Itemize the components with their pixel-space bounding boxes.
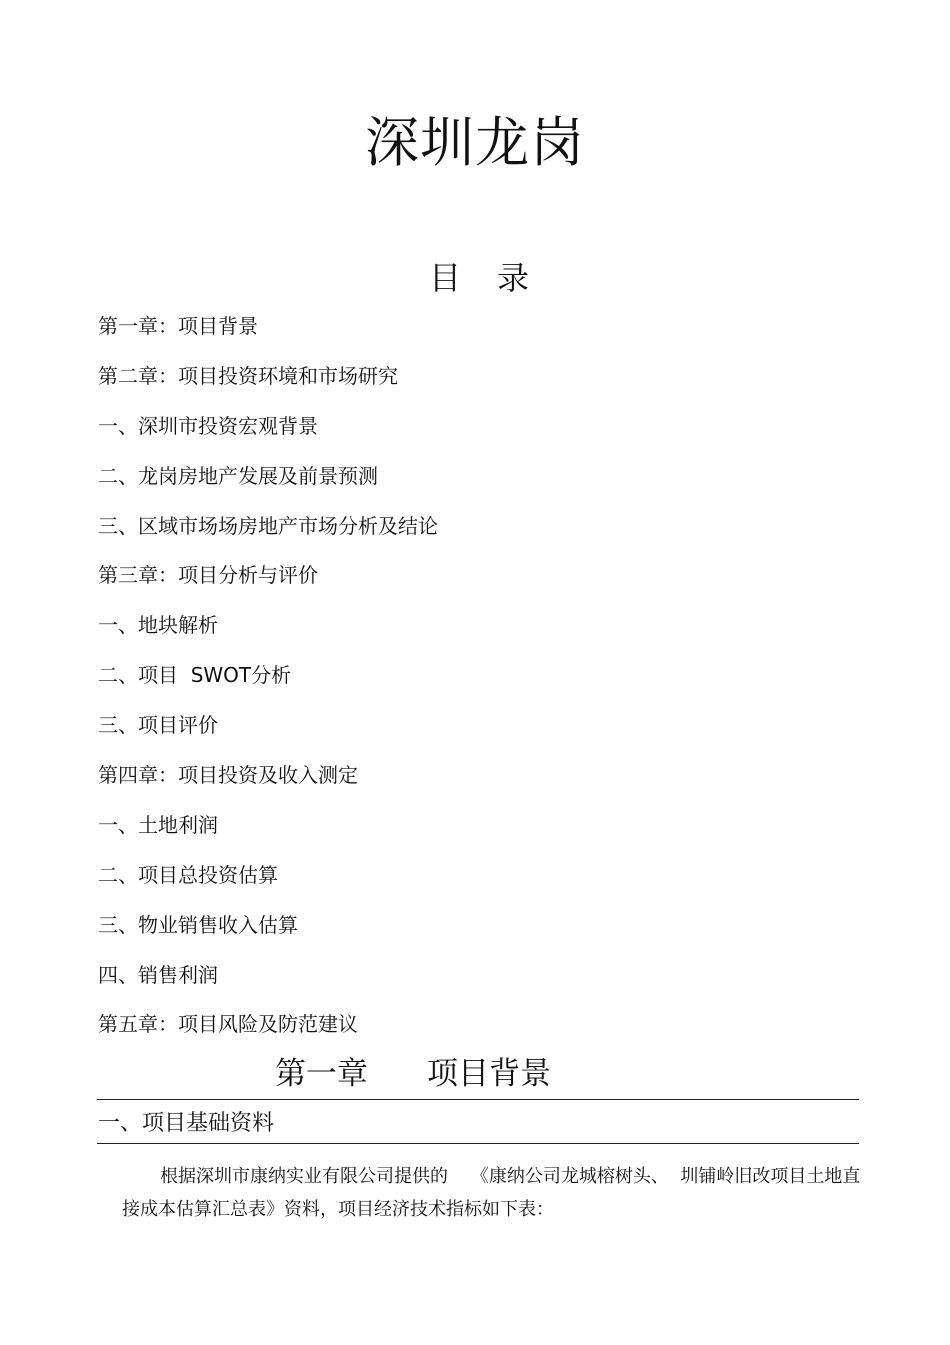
toc-item: 三、物业销售收入估算 (98, 912, 298, 937)
toc-item: 二、龙岗房地产发展及前景预测 (98, 463, 378, 488)
body-paragraph-text: 根据深圳市康纳实业有限公司提供的 《康纳公司龙城榕树头、 圳铺岭旧改项目土地直接成本估算汇总表》资料，项目经济技术指标如下表： (122, 1166, 861, 1220)
toc-item: 第二章：项目投资环境和市场研究 (98, 363, 398, 388)
table-of-contents (98, 310, 438, 1058)
section-divider (97, 1143, 859, 1144)
document-title: 深圳龙岗 (365, 111, 585, 174)
section-heading: 一、项目基础资料 (98, 1111, 275, 1136)
toc-heading-right: 录 (497, 259, 530, 297)
toc-item: 三、区域市场场房地产市场分析及结论 (98, 513, 438, 538)
toc-item: 一、深圳市投资宏观背景 (98, 413, 318, 438)
toc-item: 二、项目总投资估算 (98, 862, 278, 887)
toc-item: 一、地块解析 (98, 613, 218, 638)
chapter-divider (97, 1099, 859, 1100)
toc-item: 第一章：项目背景 (98, 314, 258, 338)
toc-item: 一、土地利润 (98, 812, 218, 837)
toc-item: 第五章：项目风险及防范建议 (98, 1012, 358, 1037)
toc-item: 第四章：项目投资及收入测定 (98, 763, 358, 788)
toc-item: 四、销售利润 (98, 962, 218, 987)
toc-item: 二、项目 SWOT分析 (98, 663, 292, 688)
toc-item: 第三章：项目分析与评价 (98, 563, 318, 588)
toc-heading-left: 目 (428, 259, 461, 297)
toc-heading (0, 256, 950, 300)
toc-item: 三、项目评价 (98, 713, 218, 738)
chapter-heading: 第一章 项目背景 (274, 1056, 552, 1092)
body-paragraph (122, 1160, 862, 1226)
